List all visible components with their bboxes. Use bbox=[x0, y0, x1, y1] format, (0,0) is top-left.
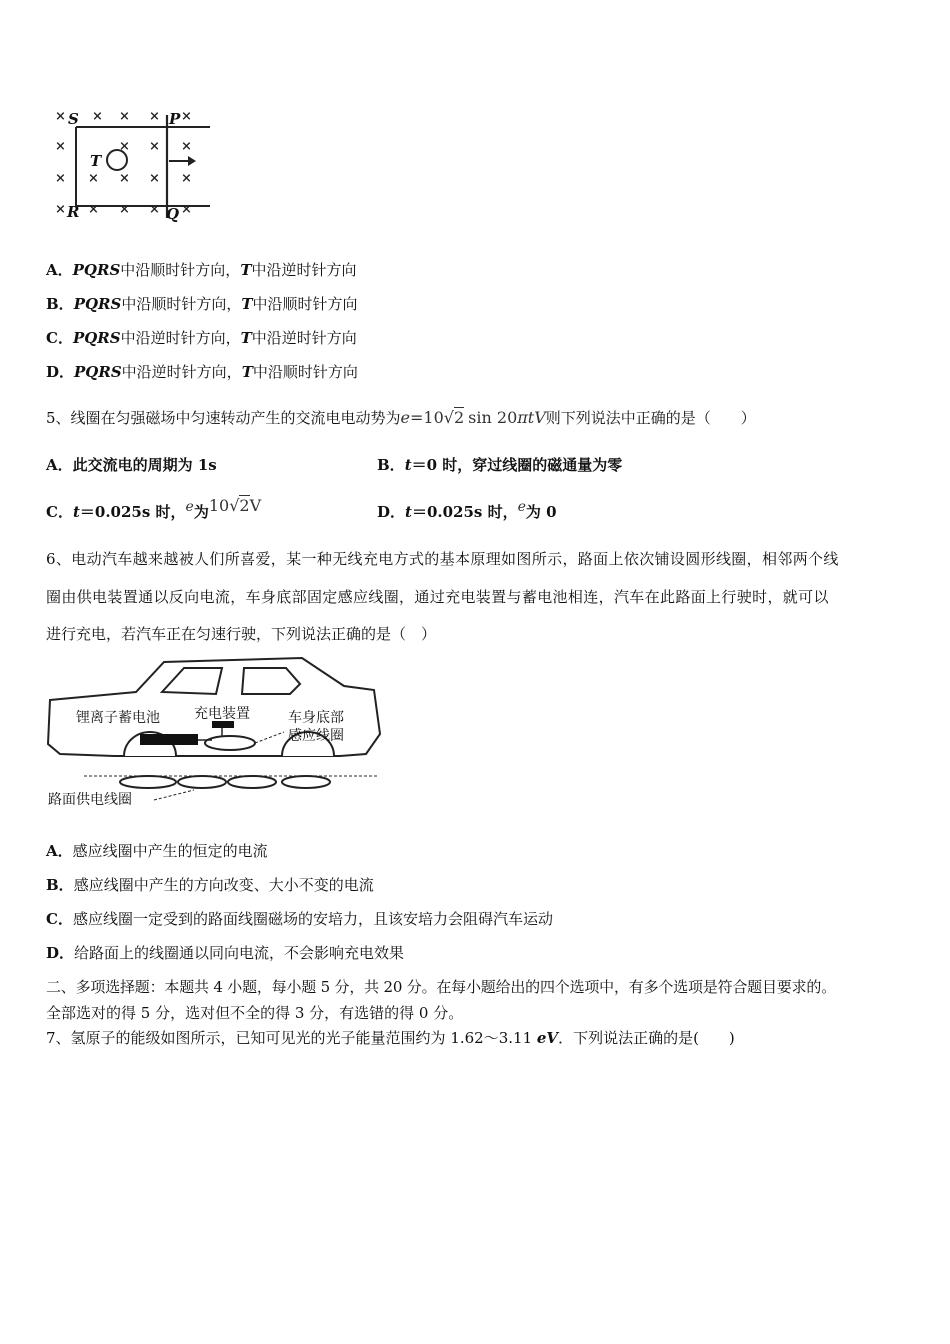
sqrt-sign: √ bbox=[443, 408, 454, 427]
option-letter: A． bbox=[46, 456, 73, 474]
option-letter: D． bbox=[377, 503, 406, 521]
small-loop-t bbox=[107, 150, 127, 170]
field-cross: × bbox=[149, 202, 160, 217]
charger-block bbox=[212, 721, 234, 728]
q7-stem-text: ．下列说法正确的是( ) bbox=[558, 1029, 735, 1047]
option-text: ＝0.025s 时， bbox=[411, 503, 518, 521]
field-cross: × bbox=[119, 171, 130, 186]
magnetic-field-figure bbox=[48, 100, 218, 225]
option-text: 感应线圈中产生的方向改变、大小不变的电流 bbox=[73, 876, 374, 894]
option-letter: D． bbox=[46, 944, 75, 962]
q7-stem-text: 7、氢原子的能级如图所示，已知可见光的光子能量范围约为 1.62～3.11 bbox=[46, 1029, 537, 1047]
car-window-rear bbox=[242, 668, 300, 694]
section2-heading-line2: 全部选对的得 5 分，选对但不全的得 3 分，有选错的得 0 分。 bbox=[46, 1004, 464, 1022]
t-label: T bbox=[241, 295, 253, 313]
q6-option-c[interactable] bbox=[46, 909, 553, 929]
q5-option-d[interactable] bbox=[377, 499, 557, 523]
velocity-arrow-head bbox=[188, 156, 196, 166]
field-cross: × bbox=[181, 139, 192, 154]
option-text: 中沿顺时针方向， bbox=[120, 261, 241, 279]
q5-option-c[interactable] bbox=[46, 496, 262, 523]
t-var: t bbox=[404, 456, 412, 474]
q5-stem-text: 5、线圈在匀强磁场中匀速转动产生的交流电电动势为 bbox=[46, 409, 401, 427]
sqrt-sign: √ bbox=[229, 496, 240, 515]
option-text: 中沿逆时针方向 bbox=[251, 261, 357, 279]
option-text: 感应线圈中产生的恒定的电流 bbox=[72, 842, 268, 860]
field-cross: × bbox=[181, 171, 192, 186]
formula-sin: sin 20 bbox=[468, 408, 518, 427]
option-letter: A． bbox=[46, 842, 73, 860]
option-text: 中沿顺时针方向 bbox=[252, 363, 358, 381]
field-cross: × bbox=[88, 171, 99, 186]
wireless-charging-car-figure bbox=[44, 652, 389, 812]
q6-stem-line3: 进行充电，若汽车正在匀速行驶，下列说法正确的是（ ） bbox=[46, 625, 437, 643]
option-letter: D． bbox=[46, 363, 75, 381]
option-letter: B． bbox=[377, 456, 405, 474]
pqrs-label: PQRS bbox=[74, 363, 122, 381]
label-road-coil: 路面供电线圈 bbox=[48, 792, 132, 808]
label-body-coil-2: 感应线圈 bbox=[288, 728, 344, 744]
option-letter: C． bbox=[46, 910, 73, 928]
field-cross: × bbox=[149, 171, 160, 186]
option-text: 中沿逆时针方向， bbox=[120, 329, 241, 347]
pqrs-label: PQRS bbox=[72, 329, 121, 347]
q6-stem-line2: 圈由供电装置通以反向电流，车身底部固定感应线圈，通过充电装置与蓄电池相连，汽车在此路面上行驶时，就可以 bbox=[46, 588, 829, 606]
label-q: Q bbox=[166, 205, 180, 223]
label-t: T bbox=[90, 152, 102, 170]
field-cross: × bbox=[55, 139, 66, 154]
field-cross: × bbox=[181, 202, 192, 217]
c-value-num: 10 bbox=[208, 496, 230, 515]
q4-option-c[interactable] bbox=[46, 328, 357, 348]
label-s: S bbox=[68, 110, 79, 128]
field-cross: × bbox=[119, 109, 130, 124]
option-text: 中沿顺时针方向， bbox=[121, 295, 242, 313]
c-value-sqrt-arg: 2 bbox=[239, 496, 250, 515]
leader-body-coil bbox=[255, 732, 284, 743]
formula-e: e bbox=[400, 408, 411, 427]
t-label: T bbox=[241, 363, 253, 381]
option-letter: C． bbox=[46, 329, 73, 347]
field-cross: × bbox=[88, 202, 99, 217]
battery-block bbox=[140, 734, 198, 745]
section2-heading-line1: 二、多项选择题：本题共 4 小题，每小题 5 分，共 20 分。在每小题给出的四个选项中，有多个选项是符合题目要求的。 bbox=[46, 978, 836, 996]
e-var: e bbox=[517, 499, 526, 515]
leader-road-coil bbox=[154, 790, 194, 800]
field-cross: × bbox=[55, 171, 66, 186]
field-cross: × bbox=[55, 202, 66, 217]
q5-stem bbox=[46, 408, 756, 428]
t-var: t bbox=[72, 503, 80, 521]
e-var: e bbox=[185, 499, 194, 515]
option-text: 为 0 bbox=[525, 503, 557, 521]
q6-option-b[interactable] bbox=[46, 875, 374, 895]
option-letter: C． bbox=[46, 503, 73, 521]
q6-stem-line1: 6、电动汽车越来越被人们所喜爱，某一种无线充电方式的基本原理如图所示，路面上依次铺设圆形线圈，相邻两个线 bbox=[46, 550, 839, 568]
ev-unit: eV bbox=[536, 1029, 559, 1047]
option-letter: B． bbox=[46, 876, 74, 894]
road-coil bbox=[282, 776, 330, 788]
label-p: P bbox=[169, 110, 181, 128]
pqrs-label: PQRS bbox=[73, 295, 122, 313]
road-coil bbox=[178, 776, 226, 788]
option-text: ＝0 时，穿过线圈的磁通量为零 bbox=[411, 456, 623, 474]
field-cross: × bbox=[149, 109, 160, 124]
option-letter: B． bbox=[46, 295, 74, 313]
field-cross: × bbox=[149, 139, 160, 154]
q4-option-b[interactable] bbox=[46, 294, 358, 314]
option-text: 感应线圈一定受到的路面线圈磁场的安培力，且该安培力会阻碍汽车运动 bbox=[72, 910, 553, 928]
q5-stem-text: 则下列说法中正确的是（ ） bbox=[545, 409, 756, 427]
q4-option-a[interactable] bbox=[46, 260, 357, 280]
field-cross: × bbox=[55, 109, 66, 124]
option-text: ＝0.025s 时， bbox=[79, 503, 186, 521]
road-coil bbox=[228, 776, 276, 788]
option-letter: A． bbox=[46, 261, 73, 279]
field-cross: × bbox=[119, 202, 130, 217]
q5-option-a[interactable] bbox=[46, 455, 217, 475]
option-text: 为 bbox=[193, 503, 209, 521]
c-value bbox=[209, 496, 261, 515]
pqrs-label: PQRS bbox=[72, 261, 121, 279]
field-cross: × bbox=[181, 109, 192, 124]
formula-pi: π bbox=[517, 408, 528, 427]
t-label: T bbox=[240, 329, 252, 347]
formula-sqrt-arg: 2 bbox=[453, 408, 465, 427]
option-text: 此交流电的周期为 1s bbox=[72, 456, 217, 474]
formula-eq: =10 bbox=[410, 408, 444, 427]
road-coil bbox=[120, 776, 176, 788]
field-cross: × bbox=[92, 109, 103, 124]
field-cross: × bbox=[119, 139, 130, 154]
t-var: t bbox=[405, 503, 412, 521]
label-body-coil-1: 车身底部 bbox=[288, 710, 344, 726]
label-charger: 充电装置 bbox=[194, 706, 250, 722]
q6-option-a[interactable] bbox=[46, 841, 268, 861]
option-text: 中沿逆时针方向 bbox=[251, 329, 357, 347]
q5-option-b[interactable] bbox=[377, 455, 622, 475]
formula-tv: tV bbox=[527, 408, 546, 427]
q5-formula bbox=[401, 408, 546, 427]
q7-stem bbox=[46, 1028, 735, 1048]
label-r: R bbox=[67, 203, 80, 221]
body-induction-coil bbox=[205, 736, 255, 750]
label-battery: 锂离子蓄电池 bbox=[76, 710, 160, 726]
option-text: 中沿逆时针方向， bbox=[121, 363, 242, 381]
q4-option-d[interactable] bbox=[46, 362, 358, 382]
option-text: 中沿顺时针方向 bbox=[252, 295, 358, 313]
car-window-front bbox=[162, 668, 222, 694]
c-value-unit: V bbox=[249, 496, 262, 515]
t-label: T bbox=[240, 261, 252, 279]
option-text: 给路面上的线圈通以同向电流，不会影响充电效果 bbox=[74, 944, 405, 962]
q6-option-d[interactable] bbox=[46, 943, 404, 963]
